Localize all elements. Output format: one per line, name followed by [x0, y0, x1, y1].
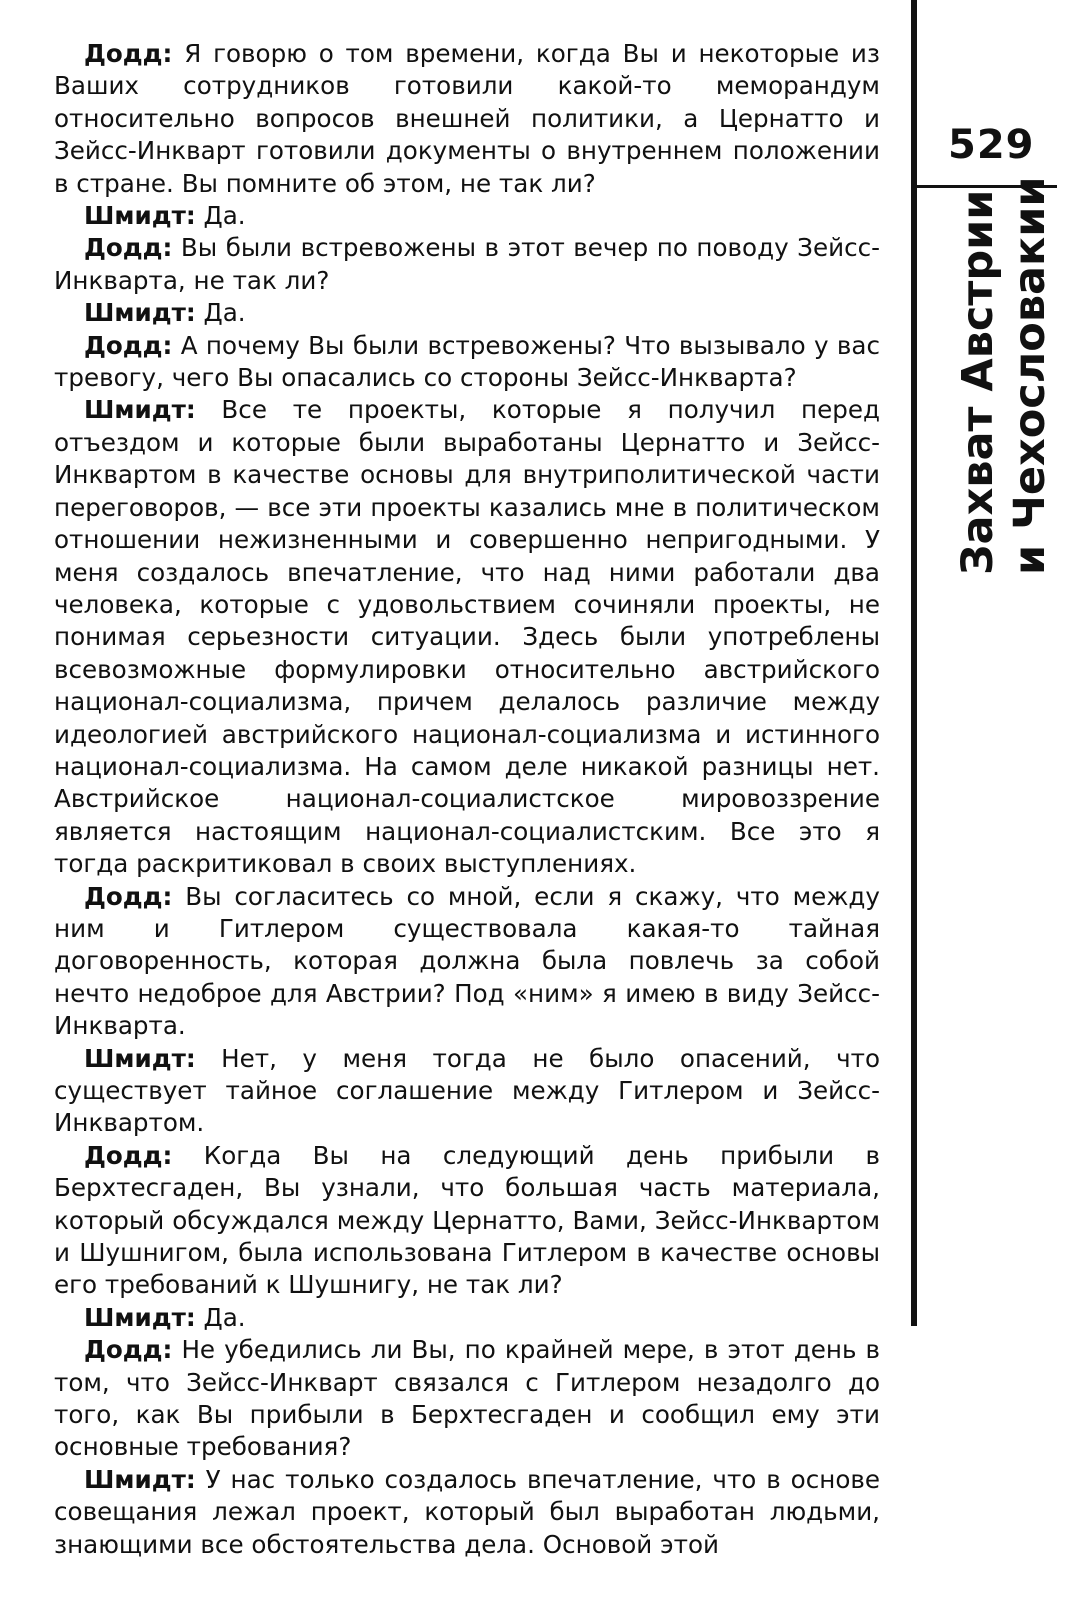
speaker-name: Шмидт: [84, 395, 196, 425]
speech-text: Все те проекты, которые я получил перед отъездом и которые были выработаны Цернатто и Зейсс-Инквартом в качестве основы для внутриполитической части переговоров, — все эти проекты казались мне в политическом отношении нежизненными и совершенно непригодными. У меня создалось впечатление, что над ними работали два человека, которые с удовольствием сочиняли проекты, не понимая серьезности ситуации. Здесь были употреблены всевозможные формулировки относительно австрийского национал-социализма, причем делалось различие между идеологией австрийского национал-социализма и истинного национал-социализма. На самом деле никакой разницы нет. Австрийское национал-социалистское мировоззрение является настоящим национал-социалистским. Все это я тогда раскритиковал в своих выступлениях. [54, 395, 880, 879]
speaker-name: Шмидт: [84, 201, 196, 231]
speech-text: У нас только создалось впечатление, что в основе совещания лежал проект, который был выработан людьми, знающими все обстоятельства дела. Основой этой [54, 1464, 880, 1559]
dialogue-paragraph [54, 297, 880, 329]
speaker-name: Шмидт: [84, 1464, 196, 1494]
speech-text: Вы были встревожены в этот вечер по поводу Зейсс-Инкварта, не так ли? [54, 233, 880, 295]
speaker-name: Шмидт: [84, 1043, 196, 1073]
speaker-name: Додд: [84, 330, 173, 360]
speech-text: Когда Вы на следующий день прибыли в Берхтесгаден, Вы узнали, что большая часть материала, который обсуждался между Цернатто, Вами, Зейсс-Инквартом и Шушнигом, была использована Гитлером в качестве основы его требований к Шушнигу, не так ли? [54, 1140, 880, 1300]
page-number: 529 [948, 122, 1035, 168]
dialogue-paragraph [54, 200, 880, 232]
speaker-name: Додд: [84, 1140, 173, 1170]
speaker-name: Додд: [84, 233, 173, 263]
dialogue-paragraph [54, 330, 880, 395]
dialogue-paragraph [54, 1464, 880, 1561]
speech-text: Да. [203, 1302, 246, 1332]
speech-text: Да. [203, 201, 246, 231]
vertical-divider [911, 0, 917, 1326]
speaker-name: Додд: [84, 1335, 173, 1365]
speaker-name: Додд: [84, 39, 173, 68]
dialogue-paragraph [54, 1140, 880, 1302]
section-title-line-1: Захват Австрии [953, 189, 1003, 575]
dialogue-paragraph [54, 38, 880, 200]
dialogue-paragraph [54, 1043, 880, 1140]
running-section-title [952, 177, 1056, 576]
body-text [54, 38, 880, 1561]
speech-text: Я говорю о том времени, когда Вы и некоторые из Ваших сотрудников готовили какой-то меморандум относительно вопросов внешней политики, а Цернатто и Зейсс-Инкварт готовили документы о внутреннем положении в стране. Вы помните об этом, не так ли? [54, 39, 880, 198]
speech-text: Да. [203, 298, 246, 328]
speaker-name: Додд: [84, 881, 173, 911]
dialogue-paragraph [54, 1302, 880, 1334]
speech-text: А почему Вы были встревожены? Что вызывало у вас тревогу, чего Вы опасались со стороны Зейсс-Инкварта? [54, 330, 880, 393]
dialogue-paragraph [54, 1334, 880, 1464]
speaker-name: Шмидт: [84, 1302, 196, 1332]
dialogue-paragraph [54, 232, 880, 297]
speech-text: Нет, у меня тогда не было опасений, что существует тайное соглашение между Гитлером и Зейсс-Инквартом. [54, 1043, 881, 1138]
speech-text: Не убедились ли Вы, по крайней мере, в этот день в том, что Зейсс-Инкварт связался с Гитлером незадолго до того, как Вы прибыли в Берхтесгаден и сообщил ему эти основные требования? [54, 1335, 880, 1462]
dialogue-paragraph [54, 881, 880, 1043]
dialogue-paragraph [54, 394, 880, 880]
section-title-line-2: и Чехословакии [1005, 176, 1055, 575]
speech-text: Вы согласитесь со мной, если я скажу, что между ним и Гитлером существовала какая-то тайная договоренность, которая должна была повлечь за собой нечто недоброе для Австрии? Под «ним» я имею в виду Зейсс-Инкварта. [54, 881, 880, 1041]
speaker-name: Шмидт: [84, 298, 196, 328]
